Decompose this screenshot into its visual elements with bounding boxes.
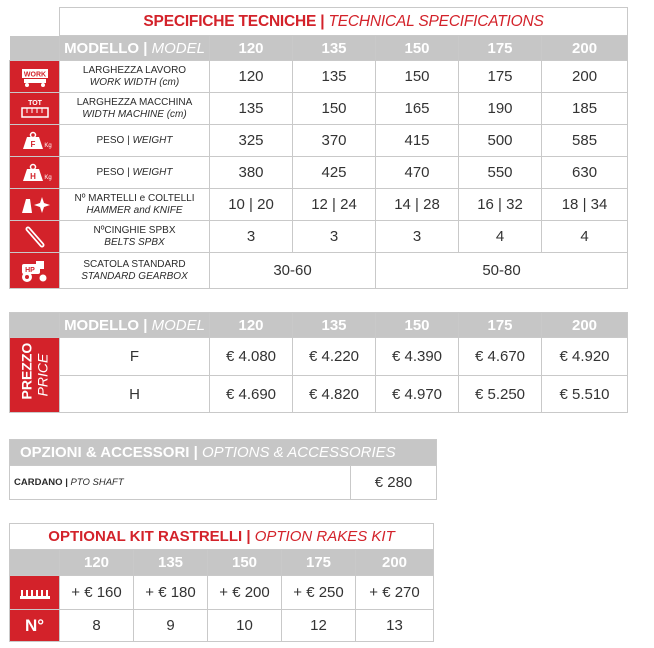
spec-label: LARGHEZZA MACCHINA WIDTH MACHINE (cm) xyxy=(60,93,210,125)
belts-icon xyxy=(10,221,60,253)
spec-value: 380 xyxy=(210,157,293,189)
kit-price: + € 200 xyxy=(208,576,282,610)
price-value: € 4.920 xyxy=(542,338,628,376)
weight-h-icon xyxy=(10,157,60,189)
specs-model-header xyxy=(10,36,628,61)
weight-f-icon xyxy=(10,125,60,157)
gearbox-value: 30-60 xyxy=(210,253,376,289)
spec-label: PESO | WEIGHT xyxy=(60,125,210,157)
model-header: 120 xyxy=(210,313,293,338)
kit-row-price xyxy=(10,576,434,610)
kit-title: OPTIONAL KIT RASTRELLI | OPTION RAKES KIT xyxy=(10,524,434,550)
model-header: 120 xyxy=(60,550,134,576)
kit-count: 13 xyxy=(356,610,434,642)
work-width-icon xyxy=(10,61,60,93)
model-header: 175 xyxy=(459,36,542,61)
option-price: € 280 xyxy=(351,466,437,500)
spec-value: 325 xyxy=(210,125,293,157)
spec-value: 470 xyxy=(376,157,459,189)
options-table xyxy=(9,439,437,500)
model-label: MODELLO | MODEL xyxy=(60,36,210,61)
model-header: 200 xyxy=(542,36,628,61)
spec-value: 120 xyxy=(210,61,293,93)
kit-row-count xyxy=(10,610,434,642)
rake-icon xyxy=(10,576,60,610)
price-value: € 4.670 xyxy=(459,338,542,376)
svg-text:HP: HP xyxy=(24,266,35,274)
kit-count: 9 xyxy=(134,610,208,642)
model-header: 150 xyxy=(208,550,282,576)
model-header: 200 xyxy=(356,550,434,576)
model-label: MODELLO | MODEL xyxy=(60,313,210,338)
spec-value: 550 xyxy=(459,157,542,189)
specs-title: SPECIFICHE TECNICHE | TECHNICAL SPECIFICATIONS xyxy=(60,8,628,36)
spec-value: 4 xyxy=(542,221,628,253)
svg-text:F: F xyxy=(30,139,35,149)
spec-label: SCATOLA STANDARD STANDARD GEARBOX xyxy=(60,253,210,289)
spec-row-weight-f xyxy=(10,125,628,157)
tractor-hp-icon xyxy=(10,253,60,289)
rakes-kit-table xyxy=(9,523,434,642)
model-header: 135 xyxy=(293,36,376,61)
spec-value: 10 | 20 xyxy=(210,189,293,221)
svg-text:H: H xyxy=(29,171,36,181)
spec-row-work-width xyxy=(10,61,628,93)
spec-row-machine-width xyxy=(10,93,628,125)
kit-count: 12 xyxy=(282,610,356,642)
price-value: € 4.690 xyxy=(210,376,293,413)
price-row-h xyxy=(10,376,628,413)
kit-price: + € 270 xyxy=(356,576,434,610)
spec-value: 185 xyxy=(542,93,628,125)
price-model-header xyxy=(10,313,628,338)
machine-width-icon xyxy=(10,93,60,125)
spec-value: 135 xyxy=(293,61,376,93)
model-header: 135 xyxy=(134,550,208,576)
spec-value: 630 xyxy=(542,157,628,189)
spec-value: 18 | 34 xyxy=(542,189,628,221)
spec-value: 165 xyxy=(376,93,459,125)
model-header: 175 xyxy=(282,550,356,576)
spec-value: 190 xyxy=(459,93,542,125)
model-header: 200 xyxy=(542,313,628,338)
spec-label: NºCINGHIE SPBX BELTS SPBX xyxy=(60,221,210,253)
price-row-label: H xyxy=(60,376,210,413)
spec-row-weight-h xyxy=(10,157,628,189)
price-row-f xyxy=(10,338,628,376)
hammer-knife-icon xyxy=(10,189,60,221)
spec-value: 200 xyxy=(542,61,628,93)
spec-value: 415 xyxy=(376,125,459,157)
spec-value: 4 xyxy=(459,221,542,253)
price-table xyxy=(9,312,628,413)
spec-value: 425 xyxy=(293,157,376,189)
spec-row-hammer-knife xyxy=(10,189,628,221)
svg-text:TOT: TOT xyxy=(27,99,42,107)
spec-value: 16 | 32 xyxy=(459,189,542,221)
kit-price: + € 180 xyxy=(134,576,208,610)
spec-value: 175 xyxy=(459,61,542,93)
svg-text:Kg: Kg xyxy=(43,174,52,181)
spec-value: 500 xyxy=(459,125,542,157)
number-label: N° xyxy=(10,610,60,642)
kit-count: 8 xyxy=(60,610,134,642)
spec-row-belts xyxy=(10,221,628,253)
svg-text:Kg: Kg xyxy=(43,142,52,149)
kit-model-header xyxy=(10,550,434,576)
gearbox-value: 50-80 xyxy=(376,253,628,289)
spec-value: 12 | 24 xyxy=(293,189,376,221)
spec-value: 135 xyxy=(210,93,293,125)
price-value: € 4.970 xyxy=(376,376,459,413)
spec-row-gearbox xyxy=(10,253,628,289)
model-header: 135 xyxy=(293,313,376,338)
options-title: OPZIONI & ACCESSORI | OPTIONS & ACCESSORIES xyxy=(10,440,437,466)
spec-value: 3 xyxy=(210,221,293,253)
option-row-pto-shaft xyxy=(10,466,437,500)
price-row-label: F xyxy=(60,338,210,376)
spec-label: PESO | WEIGHT xyxy=(60,157,210,189)
price-value: € 4.390 xyxy=(376,338,459,376)
svg-text:WORK: WORK xyxy=(23,71,46,78)
spec-value: 150 xyxy=(293,93,376,125)
price-value: € 4.820 xyxy=(293,376,376,413)
price-value: € 4.220 xyxy=(293,338,376,376)
technical-specifications-table xyxy=(9,7,628,289)
option-label: CARDANO | PTO SHAFT xyxy=(10,466,351,500)
spec-value: 3 xyxy=(376,221,459,253)
kit-count: 10 xyxy=(208,610,282,642)
spec-label: Nº MARTELLI e COLTELLI HAMMER and KNIFE xyxy=(60,189,210,221)
model-header: 120 xyxy=(210,36,293,61)
spec-value: 370 xyxy=(293,125,376,157)
kit-price: + € 250 xyxy=(282,576,356,610)
price-value: € 4.080 xyxy=(210,338,293,376)
spec-value: 14 | 28 xyxy=(376,189,459,221)
kit-price: + € 160 xyxy=(60,576,134,610)
model-header: 150 xyxy=(376,36,459,61)
price-value: € 5.250 xyxy=(459,376,542,413)
model-header: 150 xyxy=(376,313,459,338)
price-side-label: PREZZO PRICE xyxy=(10,338,60,413)
spec-value: 150 xyxy=(376,61,459,93)
price-value: € 5.510 xyxy=(542,376,628,413)
spec-label: LARGHEZZA LAVORO WORK WIDTH (cm) xyxy=(60,61,210,93)
spec-value: 585 xyxy=(542,125,628,157)
spec-value: 3 xyxy=(293,221,376,253)
model-header: 175 xyxy=(459,313,542,338)
